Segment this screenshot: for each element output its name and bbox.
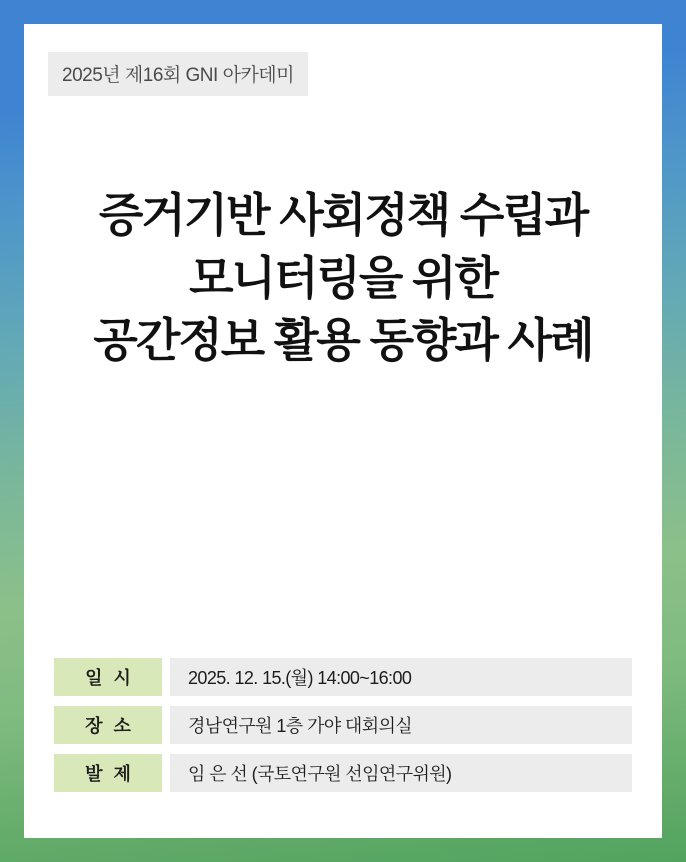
detail-label-datetime: 일 시 xyxy=(54,658,162,696)
detail-value-venue: 경남연구원 1층 가야 대회의실 xyxy=(170,706,632,744)
detail-row-speaker xyxy=(54,754,632,792)
poster-card xyxy=(24,24,662,838)
page-title-line-1: 증거기반 사회정책 수립과 xyxy=(98,189,588,241)
detail-label-speaker: 발 제 xyxy=(54,754,162,792)
page-title-line-3: 공간정보 활용 동향과 사례 xyxy=(93,314,593,367)
detail-row-datetime xyxy=(54,658,632,696)
page-title-line-2: 모니터링을 위한 xyxy=(189,251,497,304)
detail-value-speaker: 임 은 선 (국토연구원 선임연구위원) xyxy=(170,754,632,792)
detail-label-venue: 장 소 xyxy=(54,706,162,744)
page-title xyxy=(24,184,662,372)
detail-row-venue xyxy=(54,706,632,744)
event-series-badge: 2025년 제16회 GNI 아카데미 xyxy=(48,52,308,96)
detail-value-datetime: 2025. 12. 15.(월) 14:00~16:00 xyxy=(170,658,632,696)
event-details xyxy=(54,658,632,792)
